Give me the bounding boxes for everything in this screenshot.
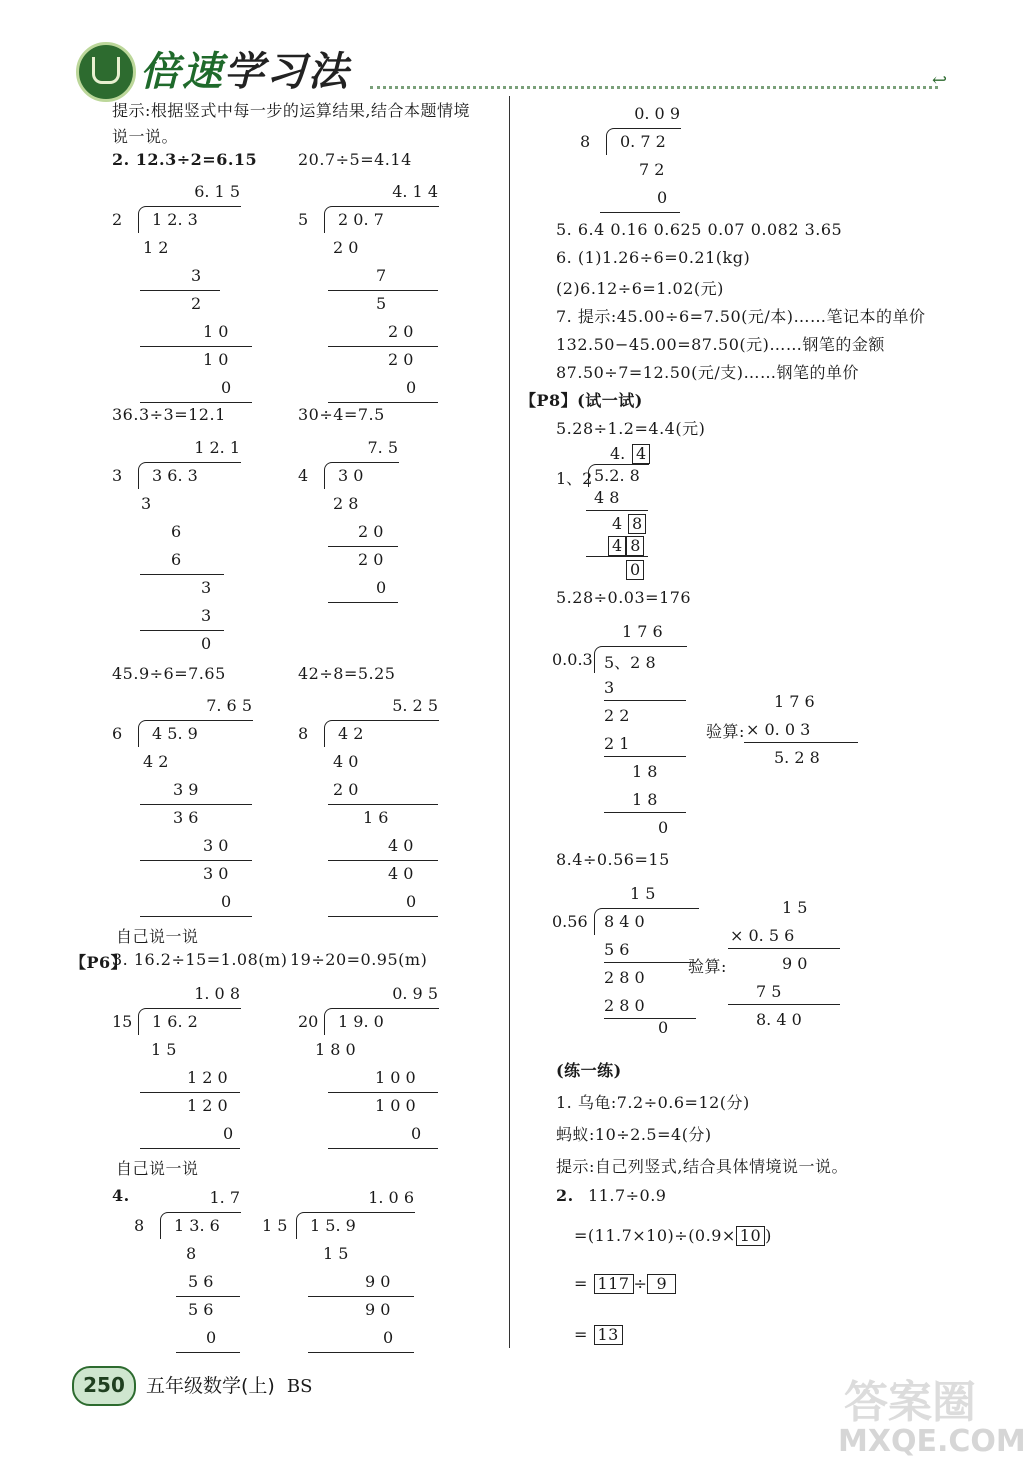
quotient: 4. 1 4 [392, 182, 438, 201]
p6-label: 【P6】 [70, 953, 128, 972]
dividend: 1 6. 2 [152, 1012, 198, 1031]
check-rule [728, 1004, 840, 1005]
division-step-row: 0 [223, 1124, 234, 1143]
self-say-1: 自己说一说 [116, 927, 199, 946]
dividend: 2 0. 7 [338, 210, 384, 229]
division-rule [140, 630, 224, 631]
division-rule [328, 402, 438, 403]
division-step-row: 2 0 [358, 522, 384, 541]
column-divider [509, 96, 510, 1348]
division-step-row: 0 [221, 892, 232, 911]
division-step-row: 0 [206, 1328, 217, 1347]
division-rule [140, 804, 252, 805]
quotient: 1 7 6 [622, 622, 663, 641]
division-step-row: 5 6 [604, 940, 630, 959]
check-rule [728, 948, 840, 949]
division-step-row: 2 8 0 [604, 968, 645, 987]
division-step-row: 1 8 [632, 790, 658, 809]
footer-book-title: 五年级数学(上) BS [146, 1375, 313, 1397]
division-rule [176, 1296, 240, 1297]
division-rule [604, 962, 696, 963]
q3-b: 19÷20=0.95(m) [290, 950, 428, 969]
division-step-row: 0 [201, 634, 212, 653]
watermark-logo: 答案圈 [844, 1377, 976, 1428]
division-step-row: 1 2 0 [187, 1096, 228, 1115]
division-step-row: 7 2 [639, 160, 665, 179]
division-rule [328, 804, 438, 805]
division-rule [586, 556, 648, 557]
division-step-row: 3 [604, 678, 615, 697]
division-step-row: 1 0 [203, 322, 229, 341]
dividend: 5.2. 8 [594, 466, 640, 485]
q2-f: 42÷8=5.25 [298, 664, 396, 683]
division-step-row: 3 9 [173, 780, 199, 799]
divisor: 8 [580, 132, 591, 151]
division-step-row: 3 6 [173, 808, 199, 827]
division-step-row: 4 0 [388, 836, 414, 855]
quotient: 0. 0 9 [634, 104, 680, 123]
division-step-row: 2 0 [358, 550, 384, 569]
division-step-row: 1 5 [323, 1244, 349, 1263]
division-rule [604, 1018, 696, 1019]
quotient: 1 5 [630, 884, 656, 903]
p2-step1: =(11.7×10)÷(0.9× 10 ) [574, 1226, 772, 1245]
division-step-row: 6 [171, 522, 182, 541]
p1-b: 蚂蚁:10÷2.5=4(分) [556, 1125, 712, 1144]
division-step-row: 2 0 [388, 350, 414, 369]
division-step-row: 0 [657, 188, 668, 207]
header-title: 倍速学习法 [140, 49, 350, 95]
division-rule [176, 1352, 240, 1353]
division-step-row: 1 6 [363, 808, 389, 827]
division-step-row: 3 [141, 494, 152, 513]
answer-box: 9 [647, 1274, 676, 1294]
dividend: 1 3. 6 [174, 1216, 220, 1235]
dividend: 1 2. 3 [152, 210, 198, 229]
dividend: 3 6. 3 [152, 466, 198, 485]
division-rule [604, 700, 686, 701]
divisor: 5 [298, 210, 309, 229]
return-arrow-icon: ↩ [932, 70, 948, 91]
divisor: 8 [134, 1216, 145, 1235]
division-step-row: 2 [191, 294, 202, 313]
division-rule [328, 860, 438, 861]
q7-3: 87.50÷7=12.50(元/支)……钢笔的单价 [556, 363, 859, 382]
q7-2: 132.50−45.00=87.50(元)……钢笔的金额 [556, 335, 885, 354]
division-step-row: 1 8 [632, 762, 658, 781]
division-step-row: 8 [186, 1244, 197, 1263]
division-rule [328, 290, 438, 291]
dividend: 4 2 [338, 724, 364, 743]
division-step-row: 9 0 [365, 1272, 391, 1291]
dividend: 8 4 0 [604, 912, 645, 931]
p2-label: 2. [556, 1186, 574, 1205]
division-step-row: 0 [221, 378, 232, 397]
check-row: 7 5 [756, 982, 782, 1001]
division-step-row: 3 0 [203, 864, 229, 883]
division-step-row: 2 0 [333, 238, 359, 257]
dividend: 4 5. 9 [152, 724, 198, 743]
division-step-row: 4 8 [594, 488, 620, 507]
division-rule [140, 916, 252, 917]
q2-d: 30÷4=7.5 [298, 405, 385, 424]
quotient: 7. 6 5 [206, 696, 252, 715]
division-rule [604, 812, 686, 813]
quotient: 1. 0 6 [368, 1188, 414, 1207]
check-row: 5. 2 8 [774, 748, 820, 767]
division-step-row: 2 8 0 [604, 996, 645, 1015]
check-label-2: 验算: [688, 957, 727, 976]
division-step-row: 5 [376, 294, 387, 313]
answer-box: 0 [626, 560, 644, 580]
division-rule [328, 346, 438, 347]
division-step-row: 1 2 [143, 238, 169, 257]
division-rule [604, 756, 686, 757]
dividend: 3 0 [338, 466, 364, 485]
divisor: 20 [298, 1012, 319, 1031]
division-rule [328, 546, 398, 547]
division-step-row: 9 0 [365, 1300, 391, 1319]
check-row: 9 0 [782, 954, 808, 973]
check-row: 1 7 6 [774, 692, 815, 711]
try-2: 5.28÷0.03=176 [556, 588, 692, 607]
division-step-row: 0 [411, 1124, 422, 1143]
q2-e: 45.9÷6=7.65 [112, 664, 226, 683]
division-step-row: 3 [201, 606, 212, 625]
p8-label: 【P8】(试一试) [520, 391, 643, 410]
division-step-row: 1 0 0 [375, 1068, 416, 1087]
division-rule [328, 1148, 438, 1149]
divisor: 1、2 [556, 469, 593, 488]
answer-box: 10 [736, 1226, 765, 1246]
division-step-row: 3 [191, 266, 202, 285]
check-rule [744, 742, 858, 743]
division-step-row: 3 [201, 578, 212, 597]
q4-label: 4. [112, 1186, 130, 1205]
divisor: 8 [298, 724, 309, 743]
q2-c: 36.3÷3=12.1 [112, 405, 226, 424]
division-rule [140, 574, 224, 575]
check-row: 1 5 [782, 898, 808, 917]
division-step-row: 0 [658, 818, 669, 837]
check-label-1: 验算: [706, 722, 745, 741]
division-step-row: 0 [658, 1018, 669, 1037]
division-step-row: 5 6 [188, 1300, 214, 1319]
division-rule [140, 290, 220, 291]
answer-box: 4 8 [608, 536, 644, 556]
division-step-row: 1 0 [203, 350, 229, 369]
practice-label: (练一练) [556, 1061, 622, 1080]
division-step-row: 0 [376, 578, 387, 597]
division-step-row: 2 0 [333, 780, 359, 799]
quotient-box: 4 [632, 444, 650, 464]
division-step-row: 1 2 0 [187, 1068, 228, 1087]
division-step-row: 3 0 [203, 836, 229, 855]
division-rule [140, 860, 252, 861]
quotient: 1. 7 [209, 1188, 240, 1207]
division-step-row: 2 8 [333, 494, 359, 513]
division-rule [140, 1148, 240, 1149]
try-3: 8.4÷0.56=15 [556, 850, 670, 869]
logo-icon [76, 42, 136, 102]
division-step-row: 4 [612, 514, 623, 533]
division-step-row: 0 [406, 892, 417, 911]
answer-box: 8 [628, 514, 646, 534]
division-rule [328, 916, 438, 917]
division-rule [140, 402, 252, 403]
quotient: 1. 0 8 [194, 984, 240, 1003]
division-rule [140, 1092, 240, 1093]
quotient: 0. 9 5 [392, 984, 438, 1003]
dividend: 5、2 8 [604, 653, 656, 672]
self-say-2: 自己说一说 [116, 1159, 199, 1178]
division-step-row: 0 [406, 378, 417, 397]
p2-step3: = 13 [574, 1325, 623, 1345]
q6-2: (2)6.12÷6=1.02(元) [556, 279, 724, 298]
division-rule [140, 346, 252, 347]
quotient: 4. [610, 444, 626, 463]
check-row: × 0. 0 3 [746, 720, 811, 739]
q2-b: 20.7÷5=4.14 [298, 150, 412, 169]
divisor: 4 [298, 466, 309, 485]
division-rule [328, 602, 398, 603]
quotient: 6. 1 5 [194, 182, 240, 201]
divisor: 15 [112, 1012, 133, 1031]
p2-expr: 11.7÷0.9 [588, 1186, 667, 1205]
division-rule [308, 1296, 414, 1297]
divisor: 0.56 [552, 912, 588, 931]
answer-box: 117 [594, 1274, 634, 1294]
p1-hint: 提示:自己列竖式,结合具体情境说一说。 [556, 1157, 848, 1176]
division-step-row: 4 2 [143, 752, 169, 771]
divisor: 6 [112, 724, 123, 743]
division-step-row: 4 0 [333, 752, 359, 771]
quotient: 5. 2 5 [392, 696, 438, 715]
quotient: 7. 5 [367, 438, 398, 457]
p1-a: 1. 乌龟:7.2÷0.6=12(分) [556, 1093, 750, 1112]
division-step-row: 1 0 0 [375, 1096, 416, 1115]
division-step-row: 6 [171, 550, 182, 569]
q3-a: 3. 16.2÷15=1.08(m) [112, 950, 288, 969]
q7-1: 7. 提示:45.00÷6=7.50(元/本)……笔记本的单价 [556, 307, 926, 326]
answer-box: 13 [594, 1325, 623, 1345]
check-row: 8. 4 0 [756, 1010, 802, 1029]
division-rule [600, 212, 680, 213]
divisor: 3 [112, 466, 123, 485]
divisor: 0.0.3 [552, 650, 593, 669]
division-step-row: 2 2 [604, 706, 630, 725]
q5: 5. 6.4 0.16 0.625 0.07 0.082 3.65 [556, 220, 843, 239]
try-1: 5.28÷1.2=4.4(元) [556, 419, 706, 438]
hint-line1: 提示:根据竖式中每一步的运算结果,结合本题情境 [112, 101, 470, 120]
division-rule [308, 1352, 414, 1353]
division-step-row: 5 6 [188, 1272, 214, 1291]
check-row: × 0. 5 6 [730, 926, 795, 945]
division-rule [586, 510, 648, 511]
division-step-row: 2 1 [604, 734, 630, 753]
q2-a: 2. 12.3÷2=6.15 [112, 150, 258, 169]
p2-step2: = 117 ÷ 9 [574, 1274, 676, 1294]
division-step-row: 1 5 [151, 1040, 177, 1059]
division-step-row: 0 [383, 1328, 394, 1347]
dividend: 0. 7 2 [620, 132, 666, 151]
q6-1: 6. (1)1.26÷6=0.21(kg) [556, 248, 751, 267]
dividend: 1 5. 9 [310, 1216, 356, 1235]
watermark-url: MXQE.COM [838, 1424, 1026, 1459]
division-rule [328, 1092, 438, 1093]
quotient: 1 2. 1 [194, 438, 240, 457]
page-number: 250 [72, 1366, 136, 1406]
hint-line2: 说一说。 [112, 127, 179, 146]
division-step-row: 1 8 0 [315, 1040, 356, 1059]
division-step-row: 2 0 [388, 322, 414, 341]
dividend: 1 9. 0 [338, 1012, 384, 1031]
divisor: 2 [112, 210, 123, 229]
division-step-row: 7 [376, 266, 387, 285]
divisor: 1 5 [262, 1216, 288, 1235]
header-dotted-rule [370, 86, 938, 89]
division-step-row: 4 0 [388, 864, 414, 883]
